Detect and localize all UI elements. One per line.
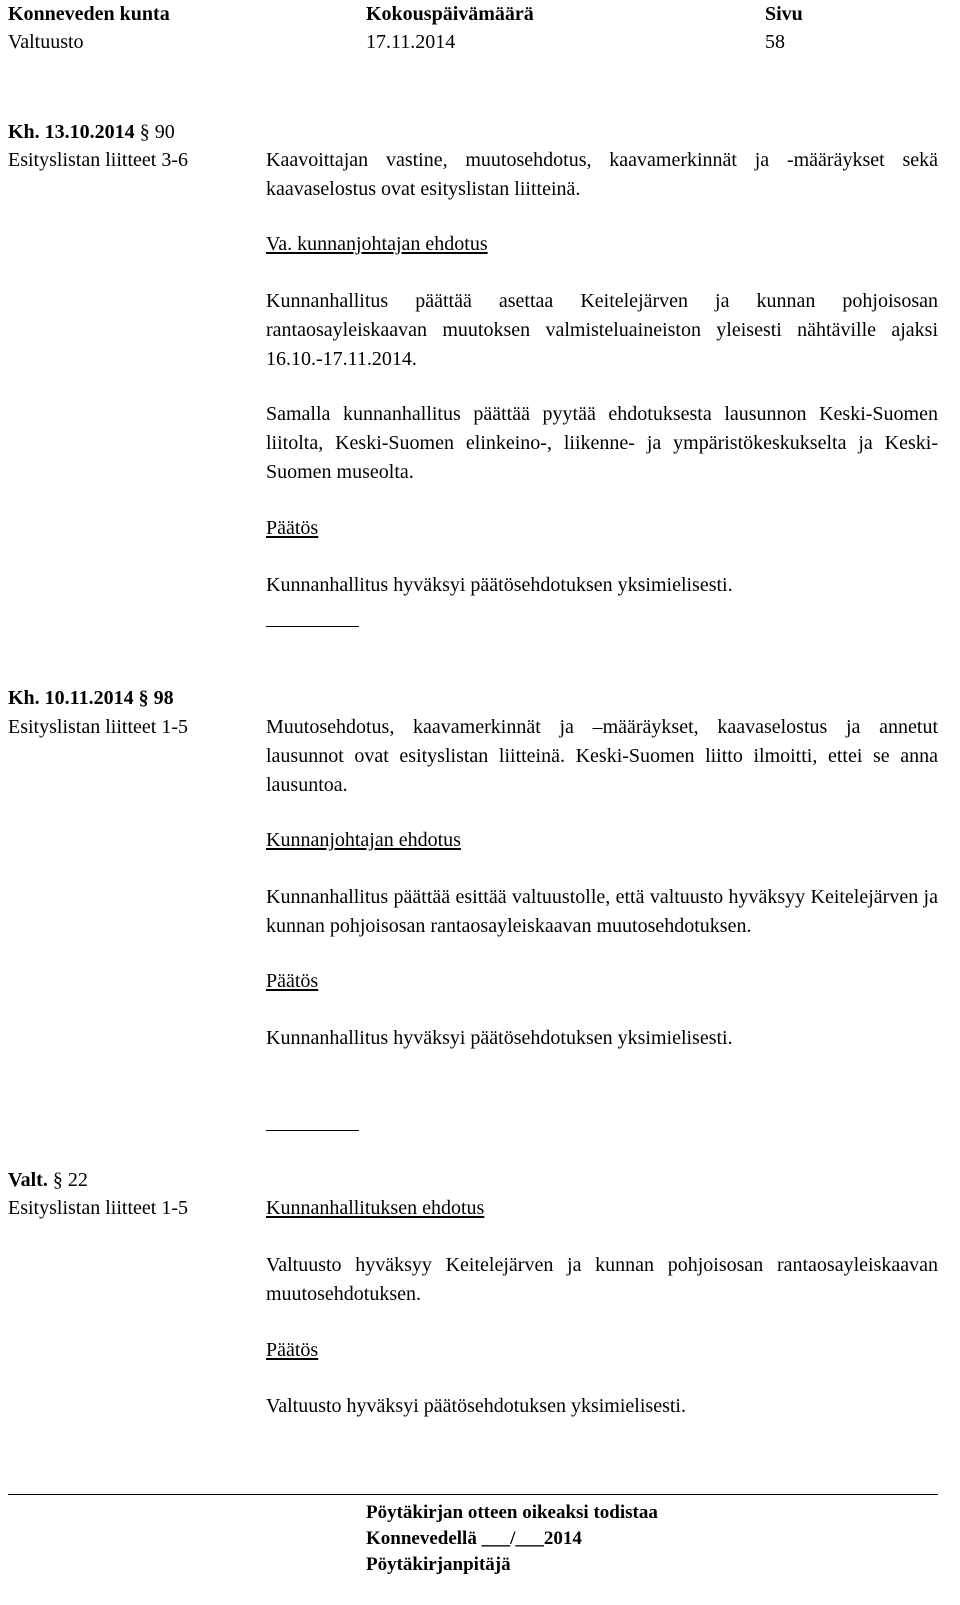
meeting-date: 17.11.2014 [366,31,456,53]
section-number: § 22 [52,1169,88,1191]
org-name: Konneveden kunta [8,3,170,25]
section-header [8,684,174,713]
section-header [8,1166,88,1195]
decision-text: Kunnanhallitus hyväksyi päätösehdotuksen yksimielisesti. [266,1027,733,1049]
body-name: Valtuusto [8,31,84,53]
section-number: § 98 [138,687,174,709]
page-number: 58 [765,31,785,53]
decision-heading: Päätös [266,517,319,539]
decision-text: Valtuusto hyväksyi päätösehdotuksen yksimielisesti. [266,1395,686,1417]
proposal-text: Valtuusto hyväksyy Keitelejärven ja kunnan pohjoisosan rantaosayleiskaavan muutosehdotuksen. [266,1254,938,1305]
page-label: Sivu [765,3,803,25]
footer-rule [8,1494,938,1495]
date-label: Kokouspäivämäärä [366,3,534,25]
section-divider [266,1130,359,1131]
footer-secretary: Pöytäkirjanpitäjä [366,1554,511,1575]
section-text: Kaavoittajan vastine, muutosehdotus, kaavamerkinnät ja -määräykset sekä kaavaselostus ovat esityslistan liitteinä. [266,149,938,200]
decision-text: Kunnanhallitus hyväksyi päätösehdotuksen yksimielisesti. [266,574,733,596]
proposal-heading: Kunnanhallituksen ehdotus [266,1197,485,1219]
section-divider [266,626,359,627]
proposal-heading: Va. kunnanjohtajan ehdotus [266,233,488,255]
section-number: § 90 [139,121,175,143]
footer-certification: Pöytäkirjan otteen oikeaksi todistaa [366,1502,658,1523]
attachments-label: Esityslistan liitteet 3-6 [8,149,188,171]
proposal-text-2: Samalla kunnanhallitus päättää pyytää ehdotuksesta lausunnon Keski-Suomen liitolta, Keski-Suomen elinkeino-, liikenne- ja ympäristökeskukselta ja Keski-Suomen museolta. [266,403,938,483]
section-header [8,118,175,147]
attachments-label: Esityslistan liitteet 1-5 [8,716,188,738]
decision-heading: Päätös [266,1339,319,1361]
attachments-label: Esityslistan liitteet 1-5 [8,1197,188,1219]
meeting-ref: Kh. 13.10.2014 [8,121,135,143]
section-text: Muutosehdotus, kaavamerkinnät ja –määräykset, kaavaselostus ja annetut lausunnot ovat esityslistan liitteinä. Keski-Suomen liitto ilmoitti, ettei se anna lausuntoa. [266,716,938,796]
footer-place-date: Konnevedellä ___/___2014 [366,1528,582,1549]
proposal-heading: Kunnanjohtajan ehdotus [266,829,461,851]
meeting-ref: Kh. 10.11.2014 [8,687,134,709]
meeting-ref: Valt. [8,1169,48,1191]
proposal-text: Kunnanhallitus päättää esittää valtuustolle, että valtuusto hyväksyy Keitelejärven ja kunnan pohjoisosan rantaosayleiskaavan muutosehdotuksen. [266,886,938,937]
proposal-text: Kunnanhallitus päättää asettaa Keitelejärven ja kunnan pohjoisosan rantaosayleiskaavan muutoksen valmisteluaineiston yleisesti nähtäville ajaksi 16.10.-17.11.2014. [266,290,938,370]
decision-heading: Päätös [266,970,319,992]
